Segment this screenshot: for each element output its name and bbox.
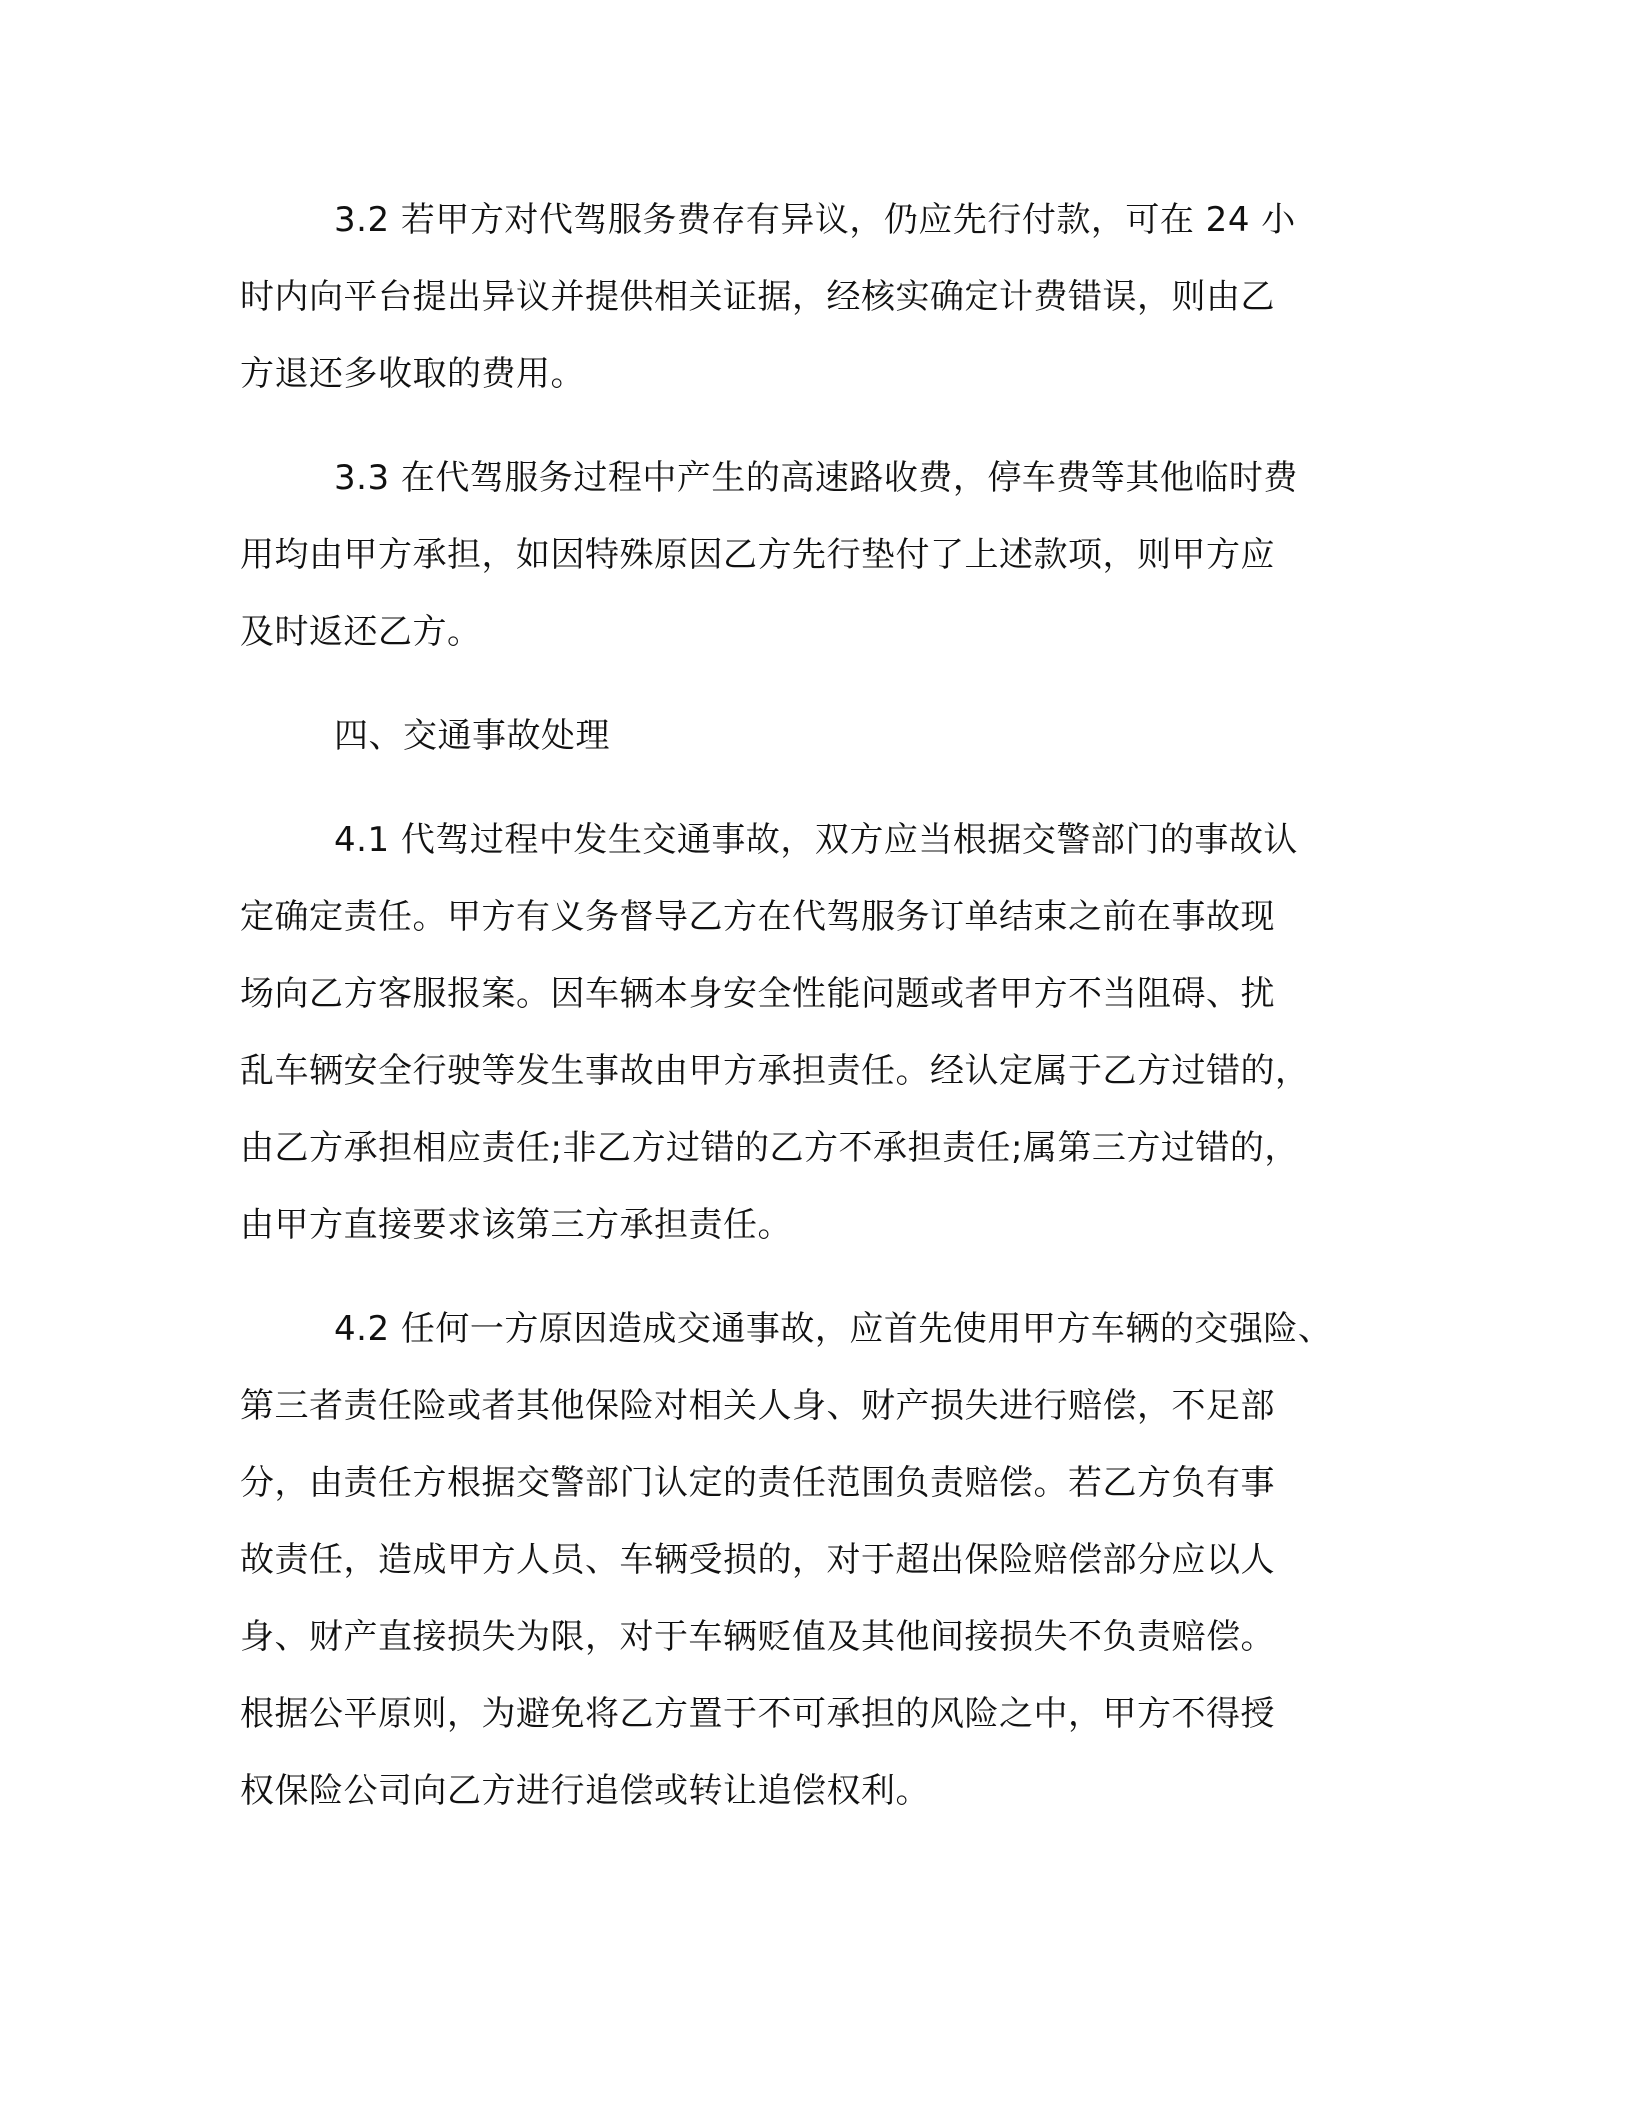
clause-4-1-line: 乱车辆安全行驶等发生事故由甲方承担责任。经认定属于乙方过错的，	[240, 1051, 1310, 1091]
clause-4-1-line: 由乙方承担相应责任;非乙方过错的乙方不承担责任;属第三方过错的，	[240, 1128, 1299, 1168]
clause-4-2-line: 分，由责任方根据交警部门认定的责任范围负责赔偿。若乙方负有事	[240, 1463, 1275, 1503]
clause-3-2-line: 3.2 若甲方对代驾服务费存有异议，仍应先行付款，可在 24 小	[334, 200, 1296, 240]
clause-4-1	[240, 802, 1384, 1264]
clause-4-2-line: 4.2 任何一方原因造成交通事故，应首先使用甲方车辆的交强险、	[334, 1309, 1333, 1349]
clause-4-1-line: 4.1 代驾过程中发生交通事故，双方应当根据交警部门的事故认	[334, 820, 1298, 860]
clause-3-3	[240, 440, 1384, 671]
clause-4-2-line: 根据公平原则，为避免将乙方置于不可承担的风险之中，甲方不得授	[240, 1694, 1275, 1734]
clause-4-1-line: 由甲方直接要求该第三方承担责任。	[240, 1205, 792, 1245]
clause-3-3-line: 3.3 在代驾服务过程中产生的高速路收费，停车费等其他临时费	[334, 458, 1298, 498]
clause-3-2-line: 时内向平台提出异议并提供相关证据，经核实确定计费错误，则由乙	[240, 277, 1275, 317]
clause-3-2	[240, 182, 1384, 413]
section-heading-text: 四、交通事故处理	[334, 716, 610, 756]
document-body	[240, 182, 1384, 1830]
clause-4-1-line: 场向乙方客服报案。因车辆本身安全性能问题或者甲方不当阻碍、扰	[240, 974, 1275, 1014]
clause-4-2-line: 故责任，造成甲方人员、车辆受损的，对于超出保险赔偿部分应以人	[240, 1540, 1275, 1580]
clause-3-3-line: 及时返还乙方。	[240, 612, 482, 652]
clause-4-2-line: 身、财产直接损失为限，对于车辆贬值及其他间接损失不负责赔偿。	[240, 1617, 1275, 1657]
clause-4-2-line: 权保险公司向乙方进行追偿或转让追偿权利。	[240, 1771, 930, 1811]
clause-3-2-line: 方退还多收取的费用。	[240, 354, 585, 394]
clause-4-2	[240, 1291, 1384, 1830]
clause-4-2-line: 第三者责任险或者其他保险对相关人身、财产损失进行赔偿，不足部	[240, 1386, 1275, 1426]
clause-3-3-line: 用均由甲方承担，如因特殊原因乙方先行垫付了上述款项，则甲方应	[240, 535, 1275, 575]
section-heading-4	[240, 698, 1384, 775]
clause-4-1-line: 定确定责任。甲方有义务督导乙方在代驾服务订单结束之前在事故现	[240, 897, 1275, 937]
